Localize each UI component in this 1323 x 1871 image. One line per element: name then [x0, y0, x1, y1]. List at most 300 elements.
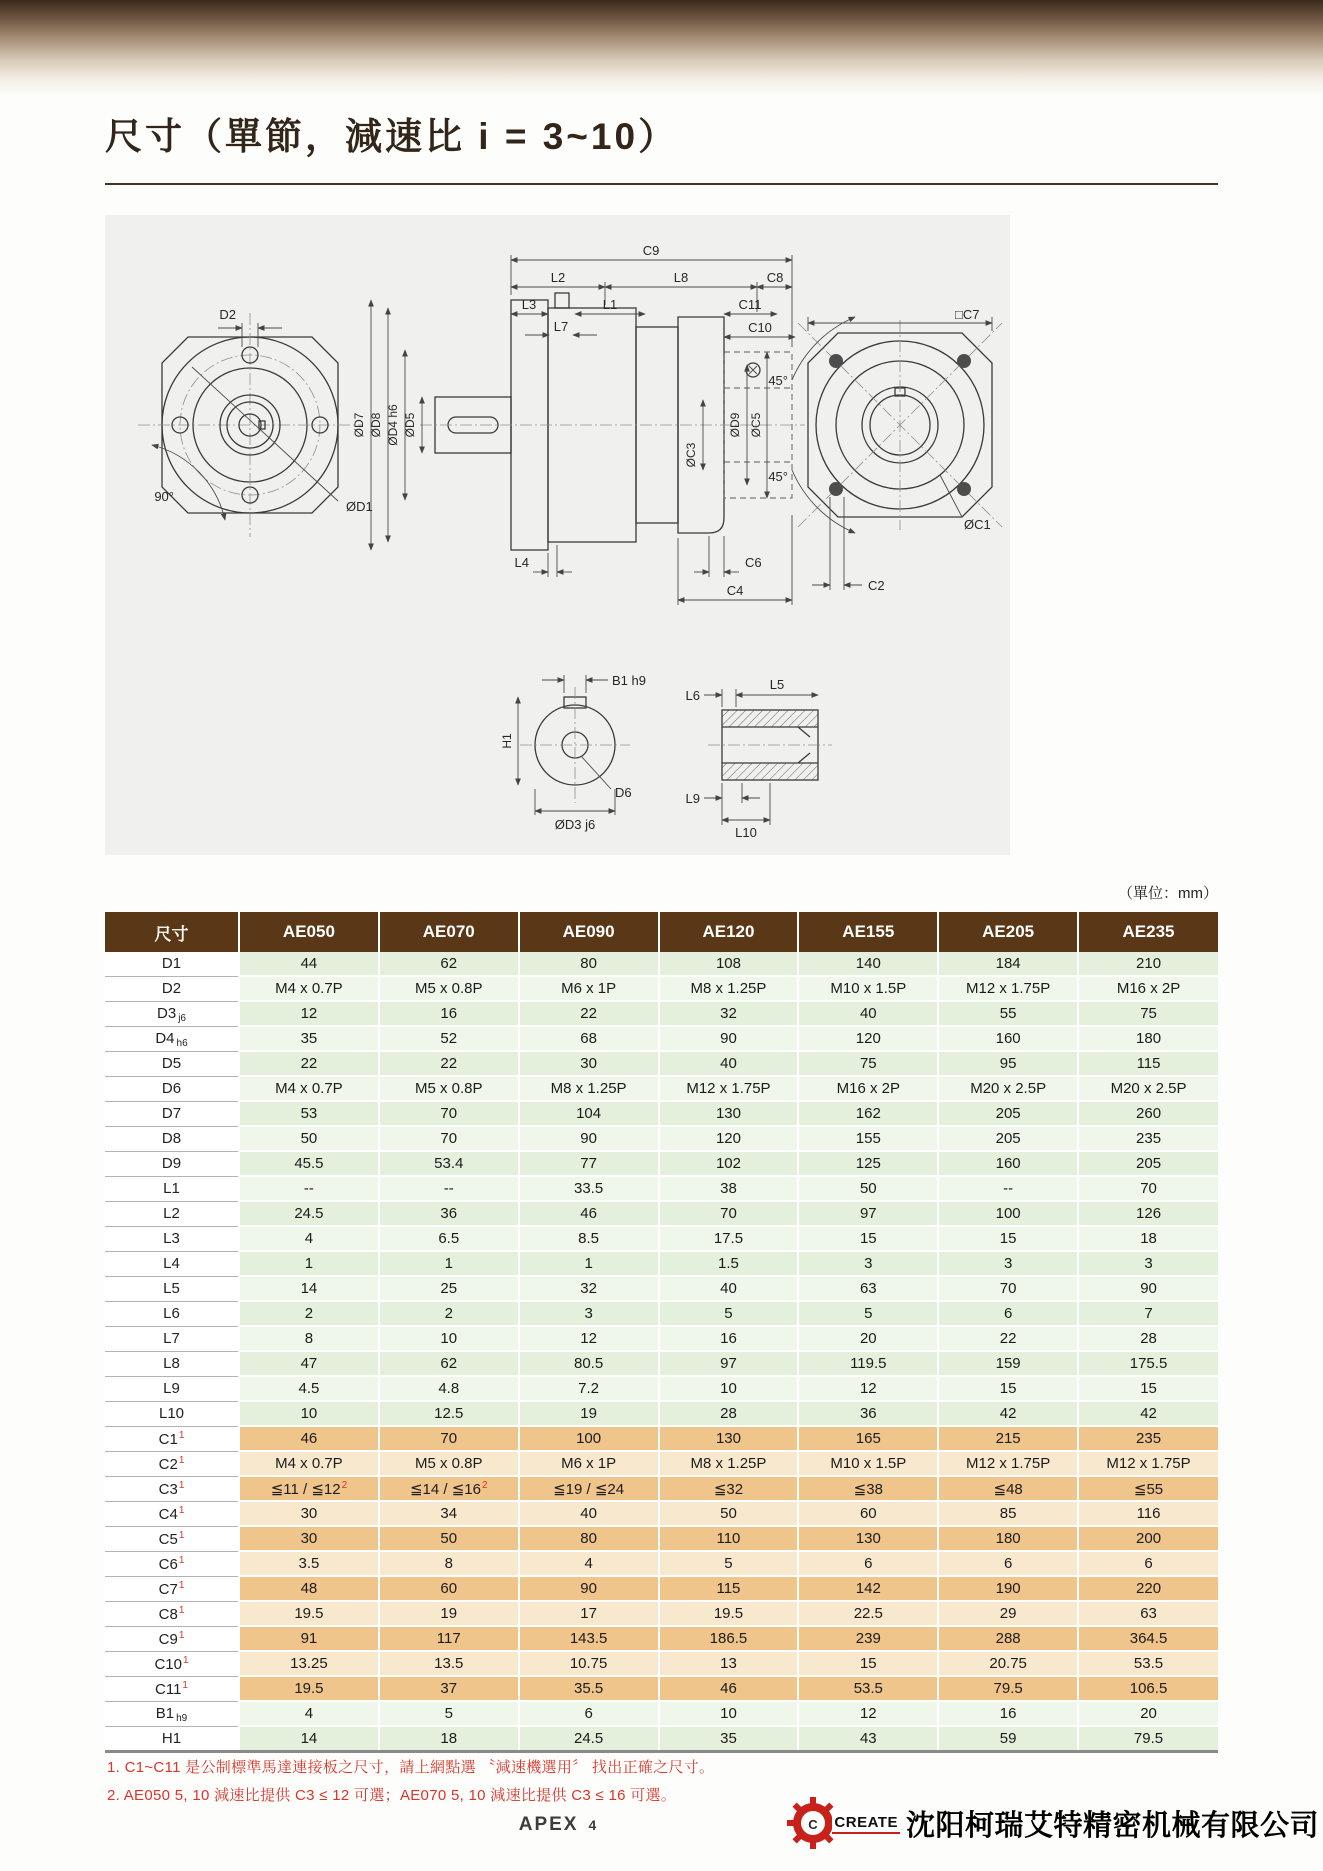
table-cell: 5 [379, 1701, 519, 1726]
table-row [105, 1726, 1218, 1752]
table-cell: M12 x 1.75P [1078, 1451, 1218, 1476]
table-cell: 62 [379, 1351, 519, 1376]
table-cell: 70 [1078, 1176, 1218, 1201]
table-cell: 14 [239, 1726, 379, 1752]
table-cell: 90 [659, 1026, 799, 1051]
table-cell: 130 [659, 1101, 799, 1126]
table-cell: 30 [519, 1051, 659, 1076]
table-row [105, 1401, 1218, 1426]
table-cell: 63 [1078, 1601, 1218, 1626]
table-cell: 35 [659, 1726, 799, 1752]
table-cell: 20.75 [938, 1651, 1078, 1676]
table-cell: 59 [938, 1726, 1078, 1752]
table-cell: 15 [798, 1226, 938, 1251]
dim-label-c10: C10 [748, 320, 772, 335]
row-label: $C3^1$ [105, 1476, 239, 1501]
table-row [105, 1101, 1218, 1126]
table-cell: 30 [239, 1501, 379, 1526]
table-cell: 106.5 [1078, 1676, 1218, 1701]
table-cell: 100 [519, 1426, 659, 1451]
table-cell: 12 [239, 1001, 379, 1026]
table-row [105, 1051, 1218, 1076]
table-cell: 50 [659, 1501, 799, 1526]
table-cell: 260 [1078, 1101, 1218, 1126]
table-cell: 68 [519, 1026, 659, 1051]
table-cell: M16 x 2P [1078, 976, 1218, 1001]
dim-label-l1: L1 [602, 297, 618, 312]
table-row [105, 1426, 1218, 1451]
table-cell: ≦11 / $≦12^2$ [239, 1476, 379, 1501]
table-cell: 95 [938, 1051, 1078, 1076]
dim-label-l7: L7 [553, 319, 569, 334]
table-row [105, 1451, 1218, 1476]
row-label: D4 $_{h6}$ [105, 1026, 239, 1051]
table-cell: M20 x 2.5P [938, 1076, 1078, 1101]
table-cell: 48 [239, 1576, 379, 1601]
table-cell: 97 [659, 1351, 799, 1376]
dim-label-c2: C2 [868, 578, 885, 593]
table-cell: 50 [798, 1176, 938, 1201]
table-cell: 85 [938, 1501, 1078, 1526]
table-cell: 143.5 [519, 1626, 659, 1651]
dim-label-c11: C11 [738, 297, 762, 312]
table-cell: M8 x 1.25P [659, 976, 799, 1001]
table-cell: 4 [239, 1226, 379, 1251]
table-row [105, 1626, 1218, 1651]
table-cell: 180 [1078, 1026, 1218, 1051]
table-cell: 10 [239, 1401, 379, 1426]
table-cell: 46 [659, 1676, 799, 1701]
row-label: B1 $_{h9}$ [105, 1701, 239, 1726]
table-cell: 3 [938, 1251, 1078, 1276]
table-cell: 10 [659, 1376, 799, 1401]
table-row [105, 1601, 1218, 1626]
table-row [105, 1476, 1218, 1501]
table-cell: 35.5 [519, 1676, 659, 1701]
dim-label-c3: ØC3 [684, 442, 698, 468]
table-cell: 19.5 [659, 1601, 799, 1626]
table-cell: 104 [519, 1101, 659, 1126]
table-cell: 17 [519, 1601, 659, 1626]
dim-label-l10: L10 [735, 825, 757, 840]
footnote-2: 2. AE050 5, 10 減速比提供 C3 ≤ 12 可選；AE070 5, 10 減速比提供 C3 ≤ 16 可選。 [107, 1787, 677, 1804]
table-row [105, 1126, 1218, 1151]
table-cell: 42 [938, 1401, 1078, 1426]
table-cell: 6 [798, 1551, 938, 1576]
table-cell: 62 [379, 952, 519, 976]
table-cell: M8 x 1.25P [659, 1451, 799, 1476]
dim-label-d5: ØD5 [403, 412, 417, 438]
dimension-table-body [105, 952, 1218, 1752]
table-cell: 16 [379, 1001, 519, 1026]
table-cell: 108 [659, 952, 799, 976]
table-cell: 116 [1078, 1501, 1218, 1526]
table-cell: 165 [798, 1426, 938, 1451]
table-row [105, 1326, 1218, 1351]
dim-label-b1: B1 h9 [612, 673, 646, 688]
table-cell: 160 [938, 1026, 1078, 1051]
col-header-model: AE050 [239, 912, 379, 952]
row-label: $C1^1$ [105, 1426, 239, 1451]
table-cell: 12.5 [379, 1401, 519, 1426]
table-cell: 15 [1078, 1376, 1218, 1401]
table-cell: 13 [659, 1651, 799, 1676]
table-cell: 75 [1078, 1001, 1218, 1026]
table-cell: 3 [1078, 1251, 1218, 1276]
table-cell: -- [239, 1176, 379, 1201]
table-cell: 18 [379, 1726, 519, 1752]
table-cell: M20 x 2.5P [1078, 1076, 1218, 1101]
dim-label-h1: H1 [500, 733, 514, 749]
table-row [105, 1351, 1218, 1376]
table-row [105, 1501, 1218, 1526]
table-cell: 215 [938, 1426, 1078, 1451]
table-cell: 22 [239, 1051, 379, 1076]
row-label: $C5^1$ [105, 1526, 239, 1551]
col-header-model: AE120 [659, 912, 799, 952]
top-gradient-band [0, 0, 1323, 96]
col-header-model: AE090 [519, 912, 659, 952]
col-header-model: AE070 [379, 912, 519, 952]
table-cell: 5 [659, 1301, 799, 1326]
technical-drawing-svg [105, 215, 1010, 855]
table-cell: 29 [938, 1601, 1078, 1626]
col-header-model: AE155 [798, 912, 938, 952]
row-label: L7 [105, 1326, 239, 1351]
table-cell: 70 [659, 1201, 799, 1226]
table-cell: M10 x 1.5P [798, 976, 938, 1001]
table-row [105, 1176, 1218, 1201]
dimension-table [105, 912, 1218, 1753]
table-cell: 40 [659, 1051, 799, 1076]
table-cell: 24.5 [519, 1726, 659, 1752]
table-cell: 20 [1078, 1701, 1218, 1726]
table-cell: M6 x 1P [519, 976, 659, 1001]
table-cell: M5 x 0.8P [379, 1451, 519, 1476]
table-cell: 142 [798, 1576, 938, 1601]
table-cell: 159 [938, 1351, 1078, 1376]
dim-label-d1: ØD1 [346, 499, 373, 514]
table-cell: 91 [239, 1626, 379, 1651]
row-label: L3 [105, 1226, 239, 1251]
table-cell: 19 [519, 1401, 659, 1426]
row-label: D3 $_{j6}$ [105, 1001, 239, 1026]
dimension-table-head [105, 912, 1218, 952]
table-cell: 1 [239, 1251, 379, 1276]
dim-label-90deg: 90° [154, 489, 174, 504]
table-cell: 13.25 [239, 1651, 379, 1676]
table-cell: 25 [379, 1276, 519, 1301]
rear-view [768, 307, 1002, 593]
table-cell: 210 [1078, 952, 1218, 976]
side-view [352, 243, 805, 605]
table-cell: 4.8 [379, 1376, 519, 1401]
table-cell: 38 [659, 1176, 799, 1201]
table-cell: 12 [798, 1376, 938, 1401]
table-cell: 205 [938, 1126, 1078, 1151]
table-cell: 288 [938, 1626, 1078, 1651]
table-cell: 115 [659, 1576, 799, 1601]
table-row [105, 1701, 1218, 1726]
row-label: L4 [105, 1251, 239, 1276]
table-cell: M16 x 2P [798, 1076, 938, 1101]
table-cell: 3 [798, 1251, 938, 1276]
table-cell: 60 [379, 1576, 519, 1601]
table-cell: 3 [519, 1301, 659, 1326]
dim-label-d9: ØD9 [728, 412, 742, 438]
dim-label-l4: L4 [514, 555, 529, 570]
table-cell: 117 [379, 1626, 519, 1651]
dim-label-d6: D6 [615, 785, 632, 800]
row-label: $C9^1$ [105, 1626, 239, 1651]
table-cell: 190 [938, 1576, 1078, 1601]
table-cell: 43 [798, 1726, 938, 1752]
table-cell: 119.5 [798, 1351, 938, 1376]
table-cell: 30 [239, 1526, 379, 1551]
coupling-detail [686, 677, 832, 840]
table-cell: 110 [659, 1526, 799, 1551]
table-cell: 32 [519, 1276, 659, 1301]
table-cell: 130 [659, 1426, 799, 1451]
dim-label-d8: ØD8 [369, 412, 383, 438]
table-cell: 55 [938, 1001, 1078, 1026]
table-cell: 45.5 [239, 1151, 379, 1176]
table-cell: -- [379, 1176, 519, 1201]
table-cell: 50 [379, 1526, 519, 1551]
table-row [105, 1251, 1218, 1276]
dim-label-c5: ØC5 [749, 412, 763, 438]
dim-label-c7: □C7 [955, 307, 980, 322]
company-name: 沈阳柯瑞艾特精密机械有限公司 [905, 1809, 1319, 1842]
row-label: $C10^1$ [105, 1651, 239, 1676]
dim-label-l8: L8 [673, 270, 689, 285]
table-cell: 36 [379, 1201, 519, 1226]
table-cell: 1.5 [659, 1251, 799, 1276]
table-row [105, 1151, 1218, 1176]
row-label: D7 [105, 1101, 239, 1126]
row-label: L8 [105, 1351, 239, 1376]
footer-brand-name: APEX [518, 1814, 579, 1835]
table-cell: 4.5 [239, 1376, 379, 1401]
table-cell: 53.5 [1078, 1651, 1218, 1676]
table-cell: 4 [519, 1551, 659, 1576]
table-cell: 63 [798, 1276, 938, 1301]
table-cell: 8 [239, 1326, 379, 1351]
footer-page-number: 4 [588, 1817, 597, 1833]
table-cell: 40 [519, 1501, 659, 1526]
table-row [105, 1276, 1218, 1301]
col-header-model: AE235 [1078, 912, 1218, 952]
table-cell: 4 [239, 1701, 379, 1726]
table-row [105, 1376, 1218, 1401]
table-cell: 46 [519, 1201, 659, 1226]
table-cell: ≦19 / ≦24 [519, 1476, 659, 1501]
table-cell: 80.5 [519, 1351, 659, 1376]
table-cell: 18 [1078, 1226, 1218, 1251]
table-cell: 70 [938, 1276, 1078, 1301]
row-label: D5 [105, 1051, 239, 1076]
dim-label-l6: L6 [685, 688, 700, 703]
table-cell: M5 x 0.8P [379, 976, 519, 1001]
table-cell: 19.5 [239, 1676, 379, 1701]
table-cell: 120 [659, 1126, 799, 1151]
table-row [105, 1676, 1218, 1701]
table-cell: M5 x 0.8P [379, 1076, 519, 1101]
table-cell: 16 [938, 1701, 1078, 1726]
table-cell: 42 [1078, 1401, 1218, 1426]
table-cell: 115 [1078, 1051, 1218, 1076]
row-label: D6 [105, 1076, 239, 1101]
header-row [105, 912, 1218, 952]
table-cell: 162 [798, 1101, 938, 1126]
table-cell: 14 [239, 1276, 379, 1301]
table-cell: 2 [239, 1301, 379, 1326]
table-cell: 1 [379, 1251, 519, 1276]
table-cell: 5 [798, 1301, 938, 1326]
table-row [105, 1201, 1218, 1226]
table-cell: 28 [659, 1401, 799, 1426]
row-label: $C8^1$ [105, 1601, 239, 1626]
row-label: L5 [105, 1276, 239, 1301]
table-cell: 35 [239, 1026, 379, 1051]
table-cell: 15 [938, 1376, 1078, 1401]
dim-label-c4: C4 [726, 583, 744, 598]
table-cell: 80 [519, 1526, 659, 1551]
row-label: L6 [105, 1301, 239, 1326]
title-divider [105, 183, 1218, 185]
row-label: $C11^1$ [105, 1676, 239, 1701]
table-cell: 1 [519, 1251, 659, 1276]
table-cell: 12 [798, 1701, 938, 1726]
dim-label-c6: C6 [745, 555, 762, 570]
table-cell: 22 [938, 1326, 1078, 1351]
table-cell: 239 [798, 1626, 938, 1651]
dim-label-d3: ØD3 j6 [554, 817, 596, 832]
table-cell: 10 [659, 1701, 799, 1726]
table-cell: 77 [519, 1151, 659, 1176]
front-view [138, 307, 373, 537]
create-logo-text: CREATE [832, 1813, 900, 1834]
table-row [105, 1226, 1218, 1251]
table-cell: M10 x 1.5P [798, 1451, 938, 1476]
table-cell: 28 [1078, 1326, 1218, 1351]
table-cell: 70 [379, 1101, 519, 1126]
table-cell: 205 [938, 1101, 1078, 1126]
table-cell: 6 [519, 1701, 659, 1726]
table-cell: 126 [1078, 1201, 1218, 1226]
table-cell: M4 x 0.7P [239, 1451, 379, 1476]
table-cell: 13.5 [379, 1651, 519, 1676]
table-cell: 16 [659, 1326, 799, 1351]
table-cell: 6 [938, 1551, 1078, 1576]
table-cell: 184 [938, 952, 1078, 976]
row-label: D8 [105, 1126, 239, 1151]
table-cell: ≦48 [938, 1476, 1078, 1501]
table-cell: 79.5 [938, 1676, 1078, 1701]
table-cell: 19.5 [239, 1601, 379, 1626]
table-row [105, 1526, 1218, 1551]
technical-drawing [105, 215, 1010, 855]
table-cell: 37 [379, 1676, 519, 1701]
table-cell: 235 [1078, 1426, 1218, 1451]
table-row [105, 1076, 1218, 1101]
company-footer [786, 1796, 1319, 1850]
svg-text:C: C [808, 1817, 819, 1832]
table-cell: 20 [798, 1326, 938, 1351]
row-label: L2 [105, 1201, 239, 1226]
dim-label-c8: C8 [766, 270, 784, 285]
table-cell: 22.5 [798, 1601, 938, 1626]
table-cell: 53.4 [379, 1151, 519, 1176]
table-cell: 6.5 [379, 1226, 519, 1251]
table-cell: 155 [798, 1126, 938, 1151]
table-row [105, 1001, 1218, 1026]
row-label: $C7^1$ [105, 1576, 239, 1601]
table-row [105, 1301, 1218, 1326]
col-header-model: AE205 [938, 912, 1078, 952]
table-cell: ≦38 [798, 1476, 938, 1501]
table-cell: 52 [379, 1026, 519, 1051]
table-cell: 53.5 [798, 1676, 938, 1701]
row-label: $C2^1$ [105, 1451, 239, 1476]
table-cell: 60 [798, 1501, 938, 1526]
table-cell: 90 [519, 1576, 659, 1601]
dim-label-45deg-bottom: 45° [768, 469, 788, 484]
table-cell: 34 [379, 1501, 519, 1526]
table-cell: 36 [798, 1401, 938, 1426]
table-cell: 50 [239, 1126, 379, 1151]
table-cell: 70 [379, 1126, 519, 1151]
table-cell: 102 [659, 1151, 799, 1176]
table-cell: 180 [938, 1526, 1078, 1551]
row-label: L1 [105, 1176, 239, 1201]
dim-label-d2: D2 [219, 307, 236, 322]
table-cell: 200 [1078, 1526, 1218, 1551]
table-cell: 90 [1078, 1276, 1218, 1301]
table-cell: ≦55 [1078, 1476, 1218, 1501]
table-cell: ≦14 / $≦16^2$ [379, 1476, 519, 1501]
row-label: H1 [105, 1726, 239, 1752]
table-cell: M4 x 0.7P [239, 1076, 379, 1101]
table-cell: M12 x 1.75P [659, 1076, 799, 1101]
row-label: L10 [105, 1401, 239, 1426]
table-cell: 12 [519, 1326, 659, 1351]
table-cell: 186.5 [659, 1626, 799, 1651]
table-cell: 46 [239, 1426, 379, 1451]
table-cell: 22 [379, 1051, 519, 1076]
table-cell: 175.5 [1078, 1351, 1218, 1376]
dim-label-l9: L9 [685, 791, 700, 806]
table-cell: 100 [938, 1201, 1078, 1226]
dim-label-c9: C9 [642, 243, 660, 258]
table-row [105, 1651, 1218, 1676]
table-cell: M12 x 1.75P [938, 976, 1078, 1001]
table-row [105, 1576, 1218, 1601]
dim-label-c1: ØC1 [964, 517, 991, 532]
table-cell: M6 x 1P [519, 1451, 659, 1476]
table-cell: 10 [379, 1326, 519, 1351]
page-title: 尺寸（單節，減速比 i = 3~10） [105, 116, 679, 157]
row-label: $C4^1$ [105, 1501, 239, 1526]
table-cell: M8 x 1.25P [519, 1076, 659, 1101]
row-label: D1 [105, 952, 239, 976]
table-cell: 120 [798, 1026, 938, 1051]
table-row [105, 1026, 1218, 1051]
dim-label-45deg-top: 45° [768, 373, 788, 388]
table-cell: 7.2 [519, 1376, 659, 1401]
table-cell: -- [938, 1176, 1078, 1201]
table-cell: 90 [519, 1126, 659, 1151]
